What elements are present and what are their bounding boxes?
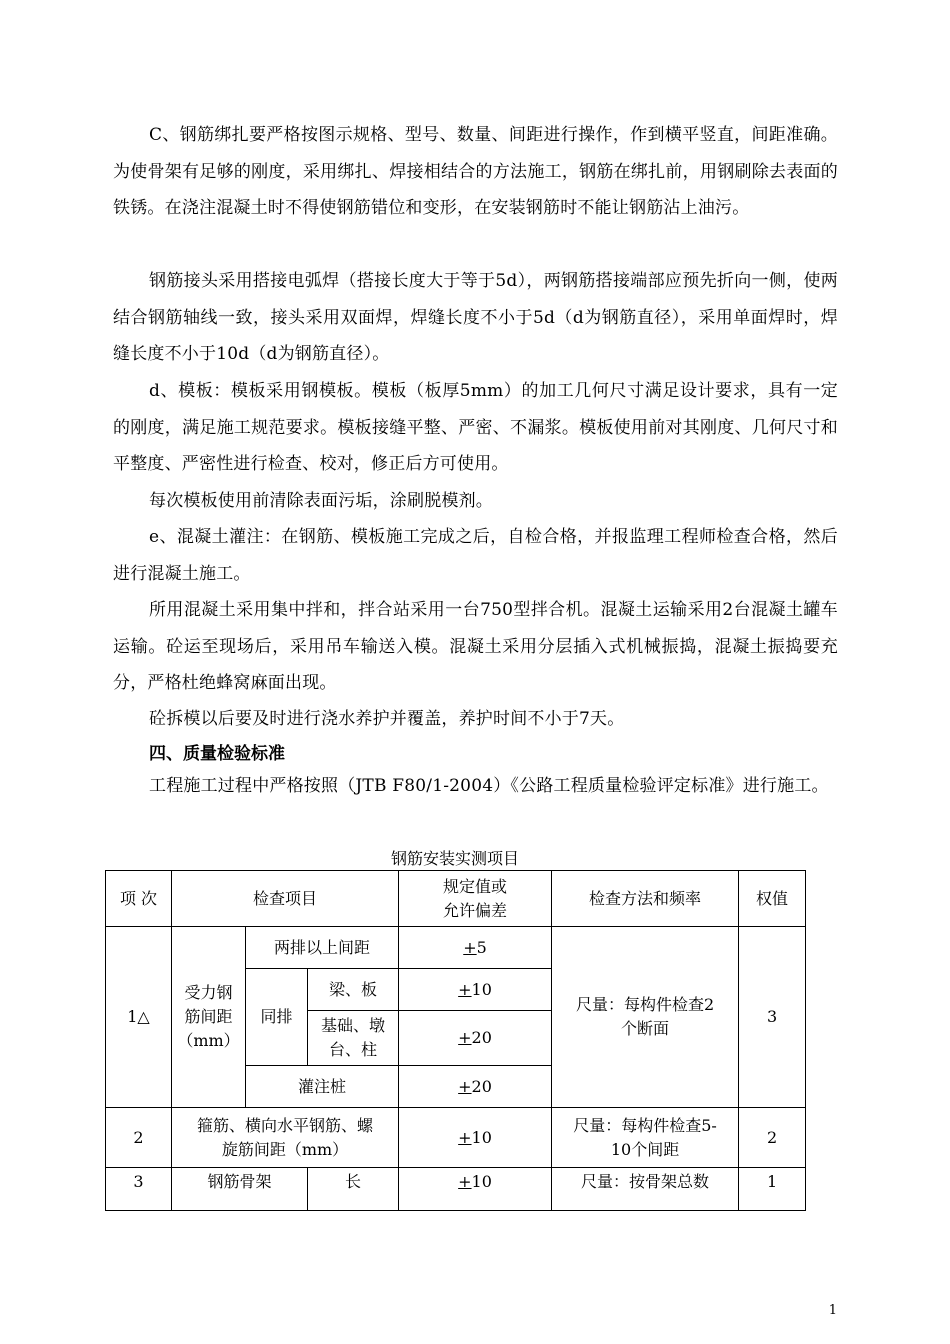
table-row bbox=[106, 1168, 806, 1211]
row1-weight: 3 bbox=[739, 927, 806, 1108]
paragraph-concrete-pouring: e、混凝土灌注：在钢筋、模板施工完成之后，自检合格，并报监理工程师检查合格，然后进行混凝土施工。 bbox=[113, 527, 838, 584]
header-no: 项 次 bbox=[106, 871, 172, 927]
table-caption: 钢筋安装实测项目 bbox=[390, 849, 519, 868]
row1-no: 1△ bbox=[106, 927, 172, 1108]
row1-group: 受力钢 筋间距 （mm） bbox=[172, 927, 246, 1108]
row1-sub2-value: +10 bbox=[399, 969, 552, 1011]
row3-method: 尺量：按骨架总数 bbox=[552, 1168, 739, 1211]
inspection-table bbox=[105, 870, 806, 1211]
row1-sub4-value: +20 bbox=[399, 1066, 552, 1108]
row3-sub: 长 bbox=[308, 1168, 399, 1211]
row2-method: 尺量：每构件检查5- 10个间距 bbox=[552, 1108, 739, 1168]
paragraph-concrete-mixing: 所用混凝土采用集中拌和，拌合站采用一台750型拌合机。混凝土运输采用2台混凝土罐车运输。砼运至现场后，采用吊车输送入模。混凝土采用分层插入式机械振捣，混凝土振捣要充分，严格杜绝蜂窝麻面出现。 bbox=[113, 600, 838, 693]
paragraph-standard: 工程施工过程中严格按照（JTB F80/1-2004）《公路工程质量检验评定标准》进行施工。 bbox=[149, 776, 829, 796]
header-item: 检查项目 bbox=[172, 871, 399, 927]
row1-sub4: 灌注桩 bbox=[246, 1066, 399, 1108]
row1-method: 尺量：每构件检查2 个断面 bbox=[552, 927, 739, 1108]
header-method: 检查方法和频率 bbox=[552, 871, 739, 927]
header-tolerance: 规定值或 允许偏差 bbox=[399, 871, 552, 927]
row3-no: 3 bbox=[106, 1168, 172, 1211]
row3-item: 钢筋骨架 bbox=[172, 1168, 308, 1211]
section-heading: 四、质量检验标准 bbox=[149, 744, 285, 764]
paragraph-formwork: d、模板：模板采用钢模板。模板（板厚5mm）的加工几何尺寸满足设计要求，具有一定的刚度，满足施工规范要求。模板接缝平整、严密、不漏浆。模板使用前对其刚度、几何尺寸和平整度、严密性进行检查、校对，修正后方可使用。 bbox=[113, 381, 838, 474]
row1-sub2: 梁、板 bbox=[308, 969, 399, 1011]
row1-sub1: 两排以上间距 bbox=[246, 927, 399, 969]
row1-sub3-value: +20 bbox=[399, 1011, 552, 1066]
row1-sub3: 基础、墩 台、柱 bbox=[308, 1011, 399, 1066]
row3-value: +10 bbox=[399, 1168, 552, 1211]
page-number: 1 bbox=[828, 1303, 837, 1318]
row1-sub1-value: +5 bbox=[399, 927, 552, 969]
row2-value: +10 bbox=[399, 1108, 552, 1168]
row2-item: 箍筋、横向水平钢筋、螺 旋筋间距（mm） bbox=[172, 1108, 399, 1168]
row2-no: 2 bbox=[106, 1108, 172, 1168]
paragraph-rebar-welding: 钢筋接头采用搭接电弧焊（搭接长度大于等于5d），两钢筋搭接端部应预先折向一侧，使两结合钢筋轴线一致，接头采用双面焊，焊缝长度不小于5d（d为钢筋直径），采用单面焊时，焊缝长度不小于10d（d为钢筋直径）。 bbox=[113, 271, 838, 364]
paragraph-curing: 砼拆模以后要及时进行浇水养护并覆盖，养护时间不小于7天。 bbox=[149, 709, 625, 729]
table-row bbox=[106, 927, 806, 969]
paragraph-rebar-binding: C、钢筋绑扎要严格按图示规格、型号、数量、间距进行操作，作到横平竖直，间距准确。为使骨架有足够的刚度，采用绑扎、焊接相结合的方法施工，钢筋在绑扎前，用钢刷除去表面的铁锈。在浇注混凝土时不得使钢筋错位和变形，在安装钢筋时不能让钢筋沾上油污。 bbox=[113, 125, 838, 218]
header-weight: 权值 bbox=[739, 871, 806, 927]
row3-weight: 1 bbox=[739, 1168, 806, 1211]
row2-weight: 2 bbox=[739, 1108, 806, 1168]
table-row bbox=[106, 1108, 806, 1168]
paragraph-release-agent: 每次模板使用前清除表面污垢，涂刷脱模剂。 bbox=[149, 491, 493, 511]
row1-same-row: 同排 bbox=[246, 969, 308, 1066]
table-header-row bbox=[106, 871, 806, 927]
